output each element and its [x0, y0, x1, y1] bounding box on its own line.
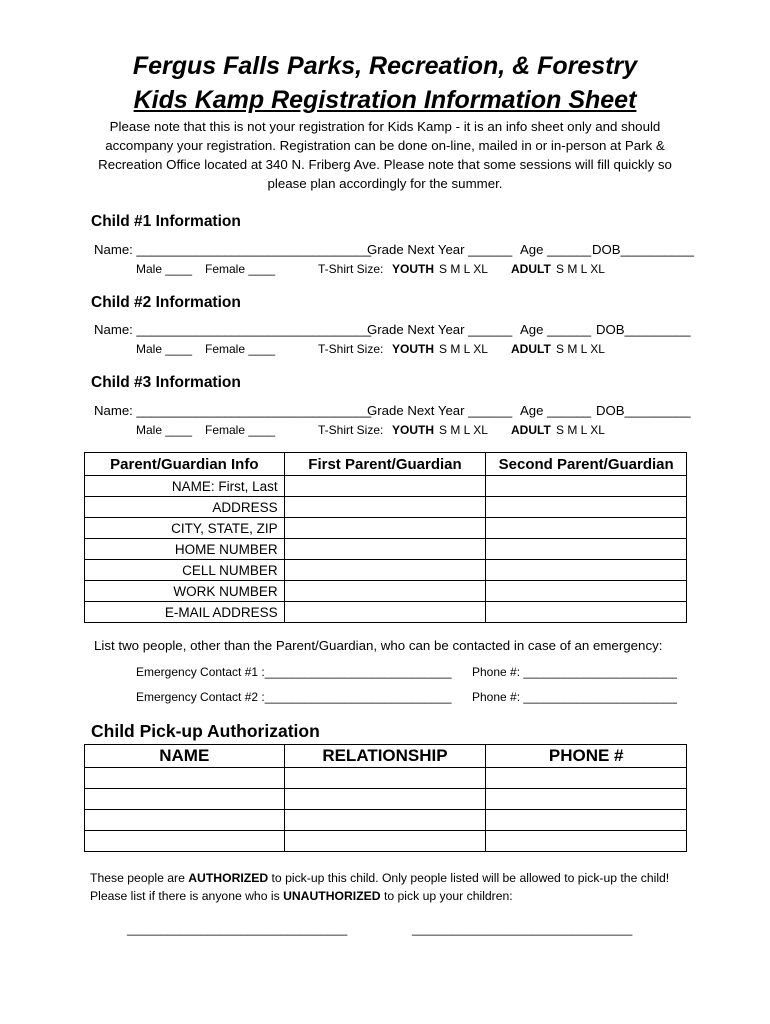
authorization-note-line-2 — [90, 887, 513, 905]
child-2-adult-sizes[interactable]: S M L XL — [556, 342, 605, 356]
child-1-age-field[interactable]: Age ______ — [520, 242, 592, 257]
header-phone: PHONE # — [486, 745, 687, 768]
child-2-tshirt-label: T-Shirt Size: — [318, 342, 384, 356]
first-parent-name-cell[interactable] — [284, 476, 486, 497]
table-row — [85, 831, 687, 852]
child-1-name-field[interactable]: Name: ________________________________ — [94, 242, 372, 257]
second-parent-city-cell[interactable] — [486, 518, 687, 539]
child-3-adult-label: ADULT — [511, 423, 551, 437]
emergency-contact-1-field[interactable]: Emergency Contact #1 :____________________________ — [136, 665, 452, 679]
child-1-grade-field[interactable]: Grade Next Year ______ — [367, 242, 513, 257]
pickup-heading: Child Pick-up Authorization — [91, 721, 320, 741]
pickup-relationship-cell[interactable] — [284, 831, 486, 852]
child-3-youth-sizes[interactable]: S M L XL — [439, 423, 488, 437]
pickup-phone-cell[interactable] — [486, 831, 687, 852]
pickup-name-cell[interactable] — [85, 768, 285, 789]
header-parent-guardian-info: Parent/Guardian Info — [85, 453, 285, 476]
header-second-parent: Second Parent/Guardian — [486, 453, 687, 476]
intro-paragraph: Please note that this is not your registration for Kids Kamp - it is an info sheet only and should accompany your registration. Registration can be done on-line, mailed in or in-person at Park & Recreation Office located at 340 N. Friberg Ave. Please note that some sessions will fill quickly so please plan accordingly for the summer. — [98, 119, 672, 191]
note-text: These people are — [90, 871, 189, 885]
child-2-dob-field[interactable]: DOB_________ — [596, 322, 691, 337]
unauthorized-line-2[interactable]: _________________________________ — [412, 922, 633, 936]
emergency-contact-2-field[interactable]: Emergency Contact #2 :____________________________ — [136, 690, 452, 704]
child-1-youth-label: YOUTH — [392, 262, 434, 276]
first-parent-home-cell[interactable] — [284, 539, 486, 560]
pickup-phone-cell[interactable] — [486, 810, 687, 831]
pickup-name-cell[interactable] — [85, 831, 285, 852]
second-parent-work-cell[interactable] — [486, 581, 687, 602]
child-2-heading: Child #2 Information — [91, 294, 241, 311]
child-2-grade-field[interactable]: Grade Next Year ______ — [367, 322, 513, 337]
table-row — [85, 602, 687, 623]
pickup-name-cell[interactable] — [85, 810, 285, 831]
emergency-instruction: List two people, other than the Parent/Guardian, who can be contacted in case of an emergency: — [94, 638, 663, 653]
emergency-contact-2-phone[interactable]: Phone #: _______________________ — [472, 690, 677, 704]
table-row — [85, 789, 687, 810]
child-1-adult-label: ADULT — [511, 262, 551, 276]
child-3-heading: Child #3 Information — [91, 374, 241, 391]
second-parent-email-cell[interactable] — [486, 602, 687, 623]
child-1-dob-field[interactable]: DOB__________ — [592, 242, 694, 257]
first-parent-work-cell[interactable] — [284, 581, 486, 602]
child-3-dob-field[interactable]: DOB_________ — [596, 403, 691, 418]
child-3-youth-label: YOUTH — [392, 423, 434, 437]
header-relationship: RELATIONSHIP — [284, 745, 486, 768]
pickup-phone-cell[interactable] — [486, 789, 687, 810]
child-1-youth-sizes[interactable]: S M L XL — [439, 262, 488, 276]
pickup-relationship-cell[interactable] — [284, 768, 486, 789]
child-1-heading: Child #1 Information — [91, 213, 241, 230]
child-3-adult-sizes[interactable]: S M L XL — [556, 423, 605, 437]
second-parent-address-cell[interactable] — [486, 497, 687, 518]
table-row — [85, 560, 687, 581]
table-row — [85, 581, 687, 602]
first-parent-address-cell[interactable] — [284, 497, 486, 518]
child-2-age-field[interactable]: Age ______ — [520, 322, 592, 337]
row-label-name: NAME: First, Last — [85, 476, 285, 497]
child-1-adult-sizes[interactable]: S M L XL — [556, 262, 605, 276]
pickup-name-cell[interactable] — [85, 789, 285, 810]
table-row — [85, 768, 687, 789]
row-label-city: CITY, STATE, ZIP — [85, 518, 285, 539]
parent-guardian-table — [84, 452, 687, 623]
pickup-relationship-cell[interactable] — [284, 789, 486, 810]
first-parent-email-cell[interactable] — [284, 602, 486, 623]
unauthorized-line-1[interactable]: _________________________________ — [127, 922, 348, 936]
child-2-female-field[interactable]: Female ____ — [205, 342, 276, 356]
header-name: NAME — [85, 745, 285, 768]
row-label-work-number: WORK NUMBER — [85, 581, 285, 602]
second-parent-cell-cell[interactable] — [486, 560, 687, 581]
table-row — [85, 518, 687, 539]
child-1-male-field[interactable]: Male ____ — [136, 262, 193, 276]
header-first-parent: First Parent/Guardian — [284, 453, 486, 476]
first-parent-cell-cell[interactable] — [284, 560, 486, 581]
pickup-relationship-cell[interactable] — [284, 810, 486, 831]
child-3-female-field[interactable]: Female ____ — [205, 423, 276, 437]
child-3-male-field[interactable]: Male ____ — [136, 423, 193, 437]
child-3-tshirt-label: T-Shirt Size: — [318, 423, 384, 437]
child-3-grade-field[interactable]: Grade Next Year ______ — [367, 403, 513, 418]
child-2-adult-label: ADULT — [511, 342, 551, 356]
note-text: to pick up your children: — [380, 889, 513, 903]
page-title: Fergus Falls Parks, Recreation, & Forestry — [132, 52, 638, 80]
table-row — [85, 497, 687, 518]
child-3-name-field[interactable]: Name: ________________________________ — [94, 403, 372, 418]
row-label-address: ADDRESS — [85, 497, 285, 518]
second-parent-name-cell[interactable] — [486, 476, 687, 497]
row-label-cell-number: CELL NUMBER — [85, 560, 285, 581]
table-header-row — [85, 453, 687, 476]
emergency-contact-1-phone[interactable]: Phone #: _______________________ — [472, 665, 677, 679]
pickup-table — [84, 744, 687, 852]
subtitle-text: Kids Kamp Registration Information Sheet — [133, 86, 637, 114]
unauthorized-text: UNAUTHORIZED — [283, 889, 381, 903]
table-header-row — [85, 745, 687, 768]
row-label-home-number: HOME NUMBER — [85, 539, 285, 560]
child-2-male-field[interactable]: Male ____ — [136, 342, 193, 356]
note-text: to pick-up this child. Only people listed will be allowed to pick-up the child! — [268, 871, 670, 885]
authorization-note-line-1 — [90, 869, 669, 887]
pickup-phone-cell[interactable] — [486, 768, 687, 789]
child-3-age-field[interactable]: Age ______ — [520, 403, 592, 418]
page-subtitle — [0, 86, 770, 115]
row-label-email: E-MAIL ADDRESS — [85, 602, 285, 623]
child-1-female-field[interactable]: Female ____ — [205, 262, 276, 276]
table-row — [85, 476, 687, 497]
table-row — [85, 810, 687, 831]
table-row — [85, 539, 687, 560]
authorized-text: AUTHORIZED — [188, 871, 269, 885]
child-2-youth-label: YOUTH — [392, 342, 434, 356]
child-2-name-field[interactable]: Name: ________________________________ — [94, 322, 372, 337]
second-parent-home-cell[interactable] — [486, 539, 687, 560]
note-text: Please list if there is anyone who is — [90, 889, 284, 903]
child-2-youth-sizes[interactable]: S M L XL — [439, 342, 488, 356]
child-1-tshirt-label: T-Shirt Size: — [318, 262, 384, 276]
first-parent-city-cell[interactable] — [284, 518, 486, 539]
